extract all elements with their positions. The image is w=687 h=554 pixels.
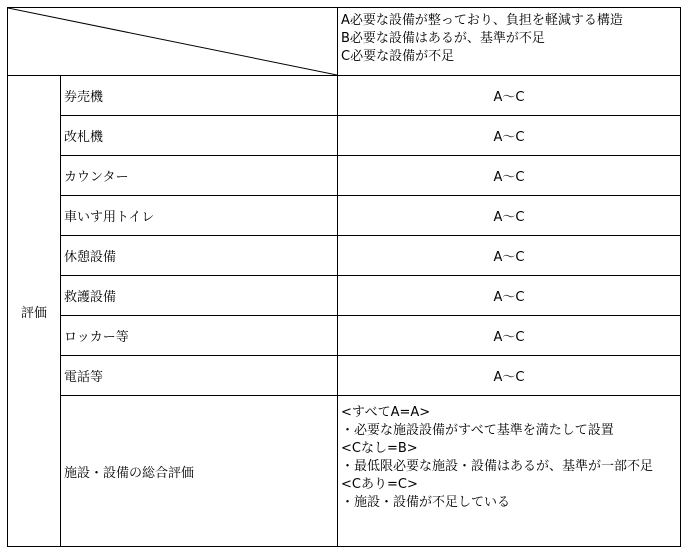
legend-cell [338,8,681,76]
legend-line-a: A必要な設備が整っており、負担を軽減する構造 [341,13,623,28]
table-row [8,356,681,396]
evaluation-table [7,7,681,547]
row-value: A～C [338,76,681,116]
row-item: 救護設備 [61,276,338,316]
overall-item: 施設・設備の総合評価 [61,396,338,547]
legend-line-c: C必要な設備が不足 [341,49,455,64]
row-value: A～C [338,196,681,236]
header-row [8,8,681,76]
criteria-line: ・必要な施設設備がすべて基準を満たして設置 [341,423,614,438]
table-row [8,156,681,196]
diagonal-header-cell [8,8,338,76]
row-value: A～C [338,116,681,156]
row-item: 休憩設備 [61,236,338,276]
table-row [8,196,681,236]
table-row [8,316,681,356]
criteria-line: <Cあり=C> [341,477,418,492]
row-value: A～C [338,316,681,356]
diagonal-line [8,8,337,75]
criteria-line: ・最低限必要な施設・設備はあるが、基準が一部不足 [341,459,654,474]
legend-line-b: B必要な設備はあるが、基準が不足 [341,31,545,46]
row-value: A～C [338,156,681,196]
row-item: カウンター [61,156,338,196]
overall-criteria [338,396,681,547]
overall-row [8,396,681,547]
row-value: A～C [338,356,681,396]
table-row [8,76,681,116]
table-row [8,116,681,156]
row-item: 電話等 [61,356,338,396]
row-value: A～C [338,276,681,316]
row-item: ロッカー等 [61,316,338,356]
row-item: 券売機 [61,76,338,116]
row-item: 改札機 [61,116,338,156]
row-item: 車いす用トイレ [61,196,338,236]
criteria-line: <Cなし=B> [341,441,418,456]
criteria-line: ・施設・設備が不足している [341,495,511,510]
row-value: A～C [338,236,681,276]
group-label: 評価 [8,76,61,547]
criteria-line: <すべてA=A> [341,405,431,420]
table-row [8,276,681,316]
table-row [8,236,681,276]
